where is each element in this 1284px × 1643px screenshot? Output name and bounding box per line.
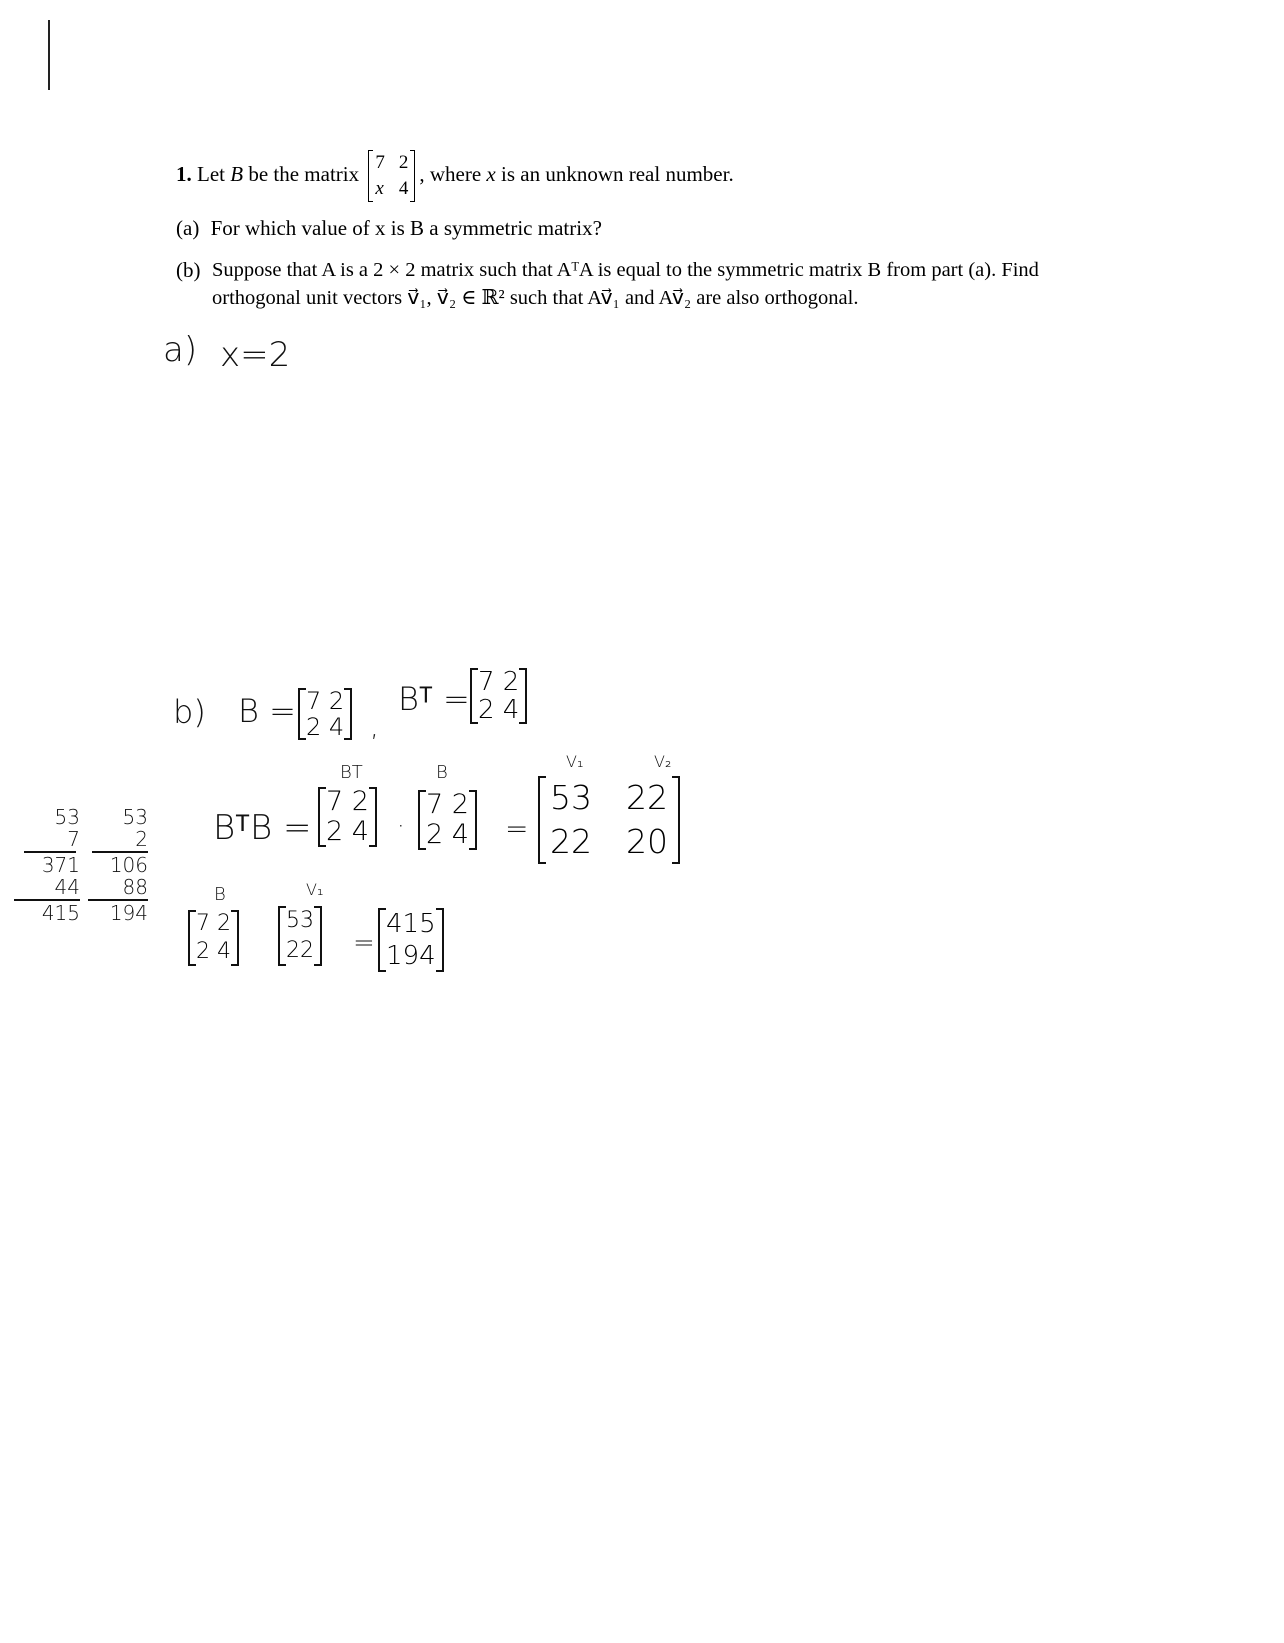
matrix-m3: [188, 910, 239, 966]
calc1-a: 53: [54, 805, 80, 829]
matrix-m3-row2: 2 4: [196, 939, 231, 964]
result-r1c1: 53: [550, 778, 592, 817]
matrix-B-row1: 7 2: [306, 687, 345, 715]
result-r2c1: 22: [550, 822, 592, 861]
note-B2: B: [214, 884, 226, 905]
note-BT: BT: [340, 762, 363, 783]
calc2-b: 2: [135, 827, 148, 851]
matrix-m2-row1: 7 2: [426, 789, 469, 820]
note-v1: V₁: [566, 752, 584, 771]
note-v1-2: V₁: [306, 880, 324, 899]
calc1-rule-2: [14, 899, 80, 901]
matrix-m2: [418, 790, 477, 850]
part-b-line2: orthogonal unit vectors v⃗₁, v⃗₂ ∈ ℝ² such that Av⃗₁ and Av⃗₂ are also orthogonal.: [212, 287, 859, 309]
result2-row2: 194: [386, 941, 436, 971]
equals-sign-2: =: [353, 928, 375, 958]
intro-after-a: , where: [419, 161, 482, 186]
intro-var: B: [230, 161, 244, 186]
calc2-d: 88: [122, 875, 148, 899]
B-comma: ,: [370, 710, 379, 743]
matrix-m3-row1: 7 2: [196, 911, 231, 936]
matrix-r2c2: 4: [398, 178, 409, 199]
matrix-BT-handwritten: [470, 668, 527, 724]
problem-statement: [176, 150, 734, 202]
matrix-BT-row1: 7 2: [478, 667, 520, 697]
answer-b-label: b): [173, 693, 206, 731]
calc2-c: 106: [109, 853, 148, 877]
matrix-m2-row2: 2 4: [426, 819, 469, 850]
calc2-rule-1: [92, 851, 148, 853]
part-b-label: (b): [176, 258, 201, 282]
intro-after-b: is an unknown real number.: [501, 161, 734, 186]
matrix-B-row2: 2 4: [306, 713, 345, 741]
matrix-r1c2: 2: [398, 152, 409, 173]
matrix-m1: [318, 787, 377, 847]
matrix-m1-row1: 7 2: [326, 786, 369, 817]
intro-before: Let: [197, 161, 225, 186]
BT-lhs: Bᵀ =: [398, 680, 470, 718]
equals-sign: =: [505, 812, 529, 845]
part-a-label: (a): [176, 216, 200, 240]
stray-pen-mark: [48, 20, 50, 90]
answer-a-text: x=2: [220, 335, 291, 375]
calc1-c: 371: [41, 853, 80, 877]
intro-mid: be the matrix: [248, 161, 360, 186]
calc1-e: 415: [41, 901, 80, 925]
matrix-BT-row2: 2 4: [478, 695, 520, 725]
calc1-d: 44: [54, 875, 80, 899]
result2-row1: 415: [386, 909, 436, 939]
matrix-m4-row1: 53: [286, 908, 314, 933]
dot-operator: ·: [397, 812, 405, 840]
result-r2c2: 20: [626, 822, 668, 861]
calc2-e: 194: [109, 901, 148, 925]
intro-after-var: x: [486, 161, 496, 186]
calc1-b: 7: [67, 827, 80, 851]
matrix-result: [538, 776, 680, 864]
calc2-rule-2: [88, 899, 148, 901]
matrix-m4: [278, 906, 322, 966]
matrix-m4-row2: 22: [286, 938, 314, 963]
btb-lhs: BᵀB =: [213, 808, 312, 848]
answer-a-label: a): [163, 330, 198, 370]
calc2-a: 53: [122, 805, 148, 829]
matrix-r1c1: 7: [375, 152, 385, 173]
calc1-rule-1: [24, 851, 76, 853]
side-calc-2: [88, 806, 148, 924]
matrix-B-printed: [368, 150, 415, 202]
matrix-result2: [378, 908, 444, 972]
matrix-m1-row2: 2 4: [326, 816, 369, 847]
part-a-text: For which value of x is B a symmetric matrix?: [210, 216, 602, 240]
note-v2: V₂: [654, 752, 672, 771]
matrix-B-handwritten: [298, 688, 352, 740]
note-B: B: [436, 762, 448, 783]
side-calc-1: [20, 806, 80, 924]
part-b-line1: Suppose that A is a 2 × 2 matrix such that AᵀA is equal to the symmetric matrix B from part (a). Find: [212, 259, 1039, 281]
result-r1c2: 22: [626, 778, 668, 817]
part-a: [176, 216, 602, 241]
B-lhs: B =: [238, 692, 296, 730]
problem-number: 1.: [176, 161, 192, 186]
matrix-r2c1: x: [375, 178, 384, 199]
